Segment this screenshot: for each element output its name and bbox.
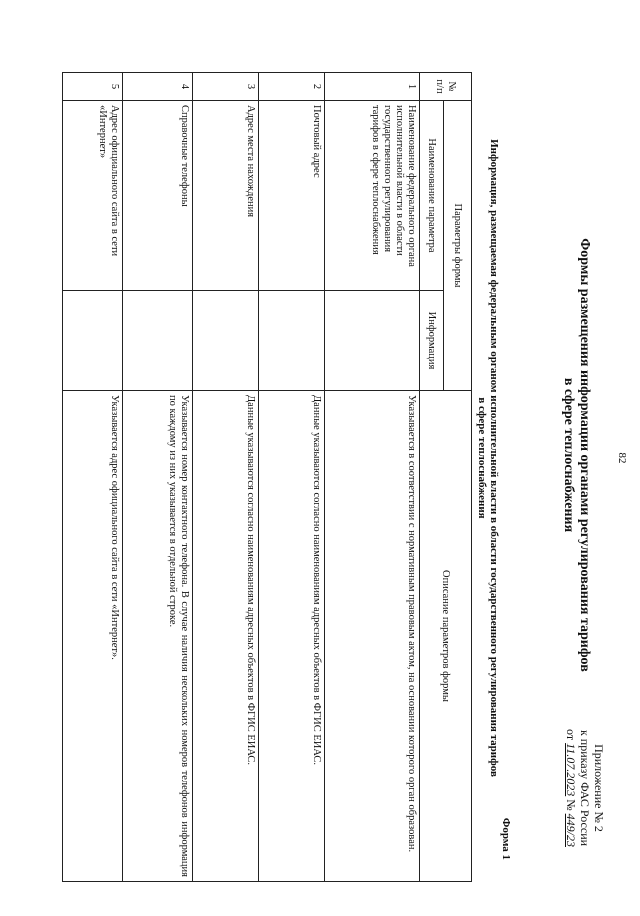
row-info (123, 291, 193, 391)
row-name: Адрес места нахождения (193, 101, 259, 291)
annex-date-prefix: от (564, 729, 578, 741)
row-num: 4 (123, 73, 193, 101)
row-name: Почтовый адрес (259, 101, 325, 291)
form-label: Форма 1 (500, 817, 512, 860)
table-row (325, 73, 420, 882)
table-row (63, 73, 123, 882)
table-row (193, 73, 259, 882)
annex-number: 449/23 (564, 813, 578, 847)
row-name: Наименование федерального органа исполнительной власти в области государственного регулирования тарифов в сфере теплоснабжения (325, 101, 420, 291)
row-num: 3 (193, 73, 259, 101)
header-info: Информация (420, 291, 444, 391)
row-name: Адрес официального сайта в сети «Интернет» (63, 101, 123, 291)
form-table (62, 72, 472, 882)
subtitle-line1: Информация, размещаемая федеральным органом исполнительной власти в области государственного регулирования тарифов (488, 139, 500, 777)
title-line1: Формы размещения информации органами регулирования тарифов (577, 238, 592, 672)
annex-line1: Приложение № 2 (592, 744, 606, 832)
document-title (560, 120, 592, 790)
row-num: 1 (325, 73, 420, 101)
title-line2: в сфере теплоснабжения (561, 377, 576, 533)
header-name: Наименование параметра (420, 101, 444, 291)
form-subtitle (476, 78, 500, 838)
page-number: 82 (616, 452, 628, 464)
header-group: Параметры формы (444, 101, 472, 391)
annex-number-prefix: № (564, 799, 578, 811)
row-desc: Данные указываются согласно наименованиям адресных объектов в ФГИС ЕИАС. (193, 391, 259, 882)
row-info (325, 291, 420, 391)
subtitle-line2: в сфере теплоснабжения (476, 397, 488, 519)
row-name: Справочные телефоны (123, 101, 193, 291)
row-desc: Указывается в соответствии с нормативным правовым актом, на основании которого орган образован. (325, 391, 420, 882)
row-info (193, 291, 259, 391)
row-desc: Указывается номер контактного телефона. В случае наличия нескольких номеров телефонов информация по каждому из них указывается в отдельной строке. (123, 391, 193, 882)
row-num: 5 (63, 73, 123, 101)
row-num: 2 (259, 73, 325, 101)
table-row (259, 73, 325, 882)
table-header-row (444, 73, 472, 882)
header-desc: Описание параметров формы (420, 391, 472, 882)
row-desc: Данные указываются согласно наименованиям адресных объектов в ФГИС ЕИАС. (259, 391, 325, 882)
row-info (259, 291, 325, 391)
table-row (123, 73, 193, 882)
annex-line2: к приказу ФАС России (578, 729, 592, 847)
header-num: № п/п (420, 73, 472, 101)
row-info (63, 291, 123, 391)
row-desc: Указывается адрес официального сайта в сети «Интернет». (63, 391, 123, 882)
annex-date: 11.07.2023 (564, 743, 578, 797)
